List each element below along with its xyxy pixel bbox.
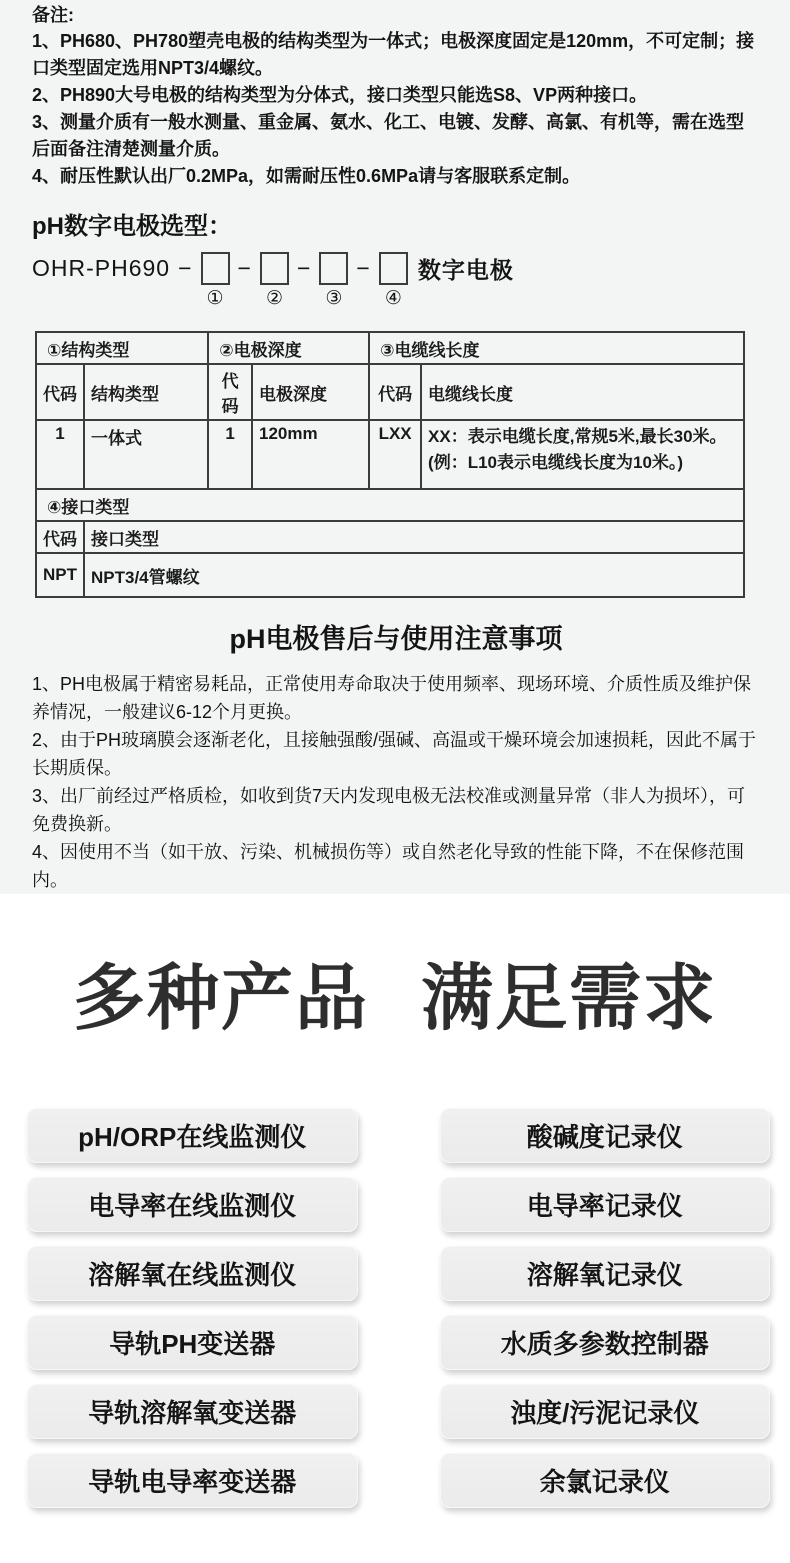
product-column-left bbox=[27, 1108, 358, 1508]
note-item-3: 3、测量介质有一般水测量、重金属、氨水、化工、电镀、发酵、高氯、有机等，需在选型后面备注清楚测量介质。 bbox=[32, 112, 745, 159]
note-item-2: 2、PH890大号电极的结构类型为分体式，接口类型只能选S8、VP两种接口。 bbox=[32, 85, 648, 105]
table-group-header-interface: ④接口类型 bbox=[36, 489, 744, 521]
table-cell-structure-type: 一体式 bbox=[84, 420, 208, 489]
note-item-4: 4、耐压性默认出厂0.2MPa，如需耐压性0.6MPa请与客服联系定制。 bbox=[32, 166, 581, 186]
product-column-right bbox=[440, 1108, 771, 1508]
selection-spec-table bbox=[35, 331, 745, 598]
model-slot-box-2 bbox=[260, 252, 289, 285]
table-subheader-code-4: 代码 bbox=[36, 521, 84, 553]
aftersale-item-3: 3、出厂前经过严格质检，如收到货7天内发现电极无法校准或测量异常（非人为损坏），可免费换新。 bbox=[32, 786, 746, 834]
products-heading-part2: 满足需求 bbox=[421, 959, 718, 1039]
product-button-grid bbox=[0, 1108, 790, 1508]
model-slot-number-4: ④ bbox=[384, 288, 402, 309]
table-subheader-code-1: 代码 bbox=[36, 364, 84, 420]
model-slot-box-3 bbox=[319, 252, 348, 285]
table-cell-structure-code: 1 bbox=[36, 420, 84, 489]
table-cell-depth-value: 120mm bbox=[252, 420, 369, 489]
table-group-header-depth: ②电极深度 bbox=[208, 332, 369, 364]
cable-note-line-2: (例：L10表示电缆线长度为10米。) bbox=[428, 453, 684, 472]
table-subheader-interface: 接口类型 bbox=[84, 521, 744, 553]
model-dash: − bbox=[178, 255, 193, 281]
table-group-header-structure: ①结构类型 bbox=[36, 332, 208, 364]
model-slot-4 bbox=[379, 252, 408, 309]
model-slot-number-2: ② bbox=[265, 288, 284, 309]
cable-note-line-1: XX：表示电缆长度,常规5米,最长30米。 bbox=[428, 427, 727, 446]
table-cell-cable-note bbox=[421, 420, 744, 489]
aftersale-item-4: 4、因使用不当（如干放、污染、机械损伤等）或自然老化导致的性能下降，不在保修范围内。 bbox=[32, 842, 745, 890]
product-button-residual-chlorine-recorder[interactable]: 余氯记录仪 bbox=[440, 1453, 771, 1508]
model-slot-3 bbox=[319, 252, 348, 309]
product-button-turbidity-recorder[interactable]: 浊度/污泥记录仪 bbox=[440, 1384, 771, 1439]
table-cell-interface-code: NPT bbox=[36, 553, 84, 597]
model-slot-number-3: ③ bbox=[325, 288, 343, 309]
product-button-conductivity-monitor[interactable]: 电导率在线监测仪 bbox=[27, 1177, 358, 1232]
table-subheader-code-2: 代码 bbox=[208, 364, 252, 420]
table-cell-cable-code: LXX bbox=[369, 420, 421, 489]
product-button-ph-orp-monitor[interactable]: pH/ORP在线监测仪 bbox=[27, 1108, 358, 1163]
table-row bbox=[36, 553, 744, 597]
model-code-line bbox=[32, 252, 760, 315]
product-button-rail-ph-transmitter[interactable]: 导轨PH变送器 bbox=[27, 1315, 358, 1370]
product-button-ph-recorder[interactable]: 酸碱度记录仪 bbox=[440, 1108, 771, 1163]
product-button-rail-do-transmitter[interactable]: 导轨溶解氧变送器 bbox=[27, 1384, 358, 1439]
table-cell-interface-type: NPT3/4管螺纹 bbox=[84, 553, 744, 597]
model-dash: − bbox=[356, 255, 371, 281]
product-button-dissolved-oxygen-monitor[interactable]: 溶解氧在线监测仪 bbox=[27, 1246, 358, 1301]
selection-heading: pH数字电极选型： bbox=[32, 213, 232, 240]
model-dash: − bbox=[237, 255, 252, 281]
table-group-header-cable: ③电缆线长度 bbox=[369, 332, 744, 364]
products-heading-part1: 多种产品 bbox=[72, 959, 369, 1039]
table-subheader-cable: 电缆线长度 bbox=[421, 364, 744, 420]
note-item-1: 1、PH680、PH780塑壳电极的结构类型为一体式；电极深度固定是120mm，不可定制；接口类型固定选用NPT3/4螺纹。 bbox=[32, 31, 755, 78]
product-button-rail-conductivity-transmitter[interactable]: 导轨电导率变送器 bbox=[27, 1453, 358, 1508]
model-slot-2 bbox=[260, 252, 289, 309]
notes-title: 备注: bbox=[32, 5, 74, 25]
product-button-multiparameter-controller[interactable]: 水质多参数控制器 bbox=[440, 1315, 771, 1370]
model-slot-number-1: ① bbox=[206, 288, 224, 309]
table-cell-depth-code: 1 bbox=[208, 420, 252, 489]
aftersale-item-1: 1、PH电极属于精密易耗品，正常使用寿命取决于使用频率、现场环境、介质性质及维护保养情况，一般建议6-12个月更换。 bbox=[32, 674, 752, 722]
aftersale-title: pH电极售后与使用注意事项 bbox=[229, 624, 563, 654]
products-section bbox=[0, 894, 790, 1563]
products-heading bbox=[0, 956, 790, 1042]
model-slot-box-4 bbox=[379, 252, 408, 285]
model-prefix: OHR-PH690 bbox=[32, 255, 171, 281]
model-suffix: 数字电极 bbox=[417, 257, 514, 283]
aftersale-item-2: 2、由于PH玻璃膜会逐渐老化，且接触强酸/强碱、高温或干燥环境会加速损耗，因此不属于长期质保。 bbox=[32, 730, 757, 778]
table-subheader-depth: 电极深度 bbox=[252, 364, 369, 420]
aftersale-list bbox=[32, 670, 760, 894]
product-button-do-recorder[interactable]: 溶解氧记录仪 bbox=[440, 1246, 771, 1301]
model-dash: − bbox=[296, 255, 312, 281]
model-slot-box-1 bbox=[201, 252, 230, 285]
notes-list bbox=[32, 28, 760, 190]
table-subheader-structure: 结构类型 bbox=[84, 364, 208, 420]
table-subheader-code-3: 代码 bbox=[369, 364, 421, 420]
table-row bbox=[36, 420, 744, 489]
model-slot-1 bbox=[201, 252, 230, 309]
product-button-conductivity-recorder[interactable]: 电导率记录仪 bbox=[440, 1177, 771, 1232]
